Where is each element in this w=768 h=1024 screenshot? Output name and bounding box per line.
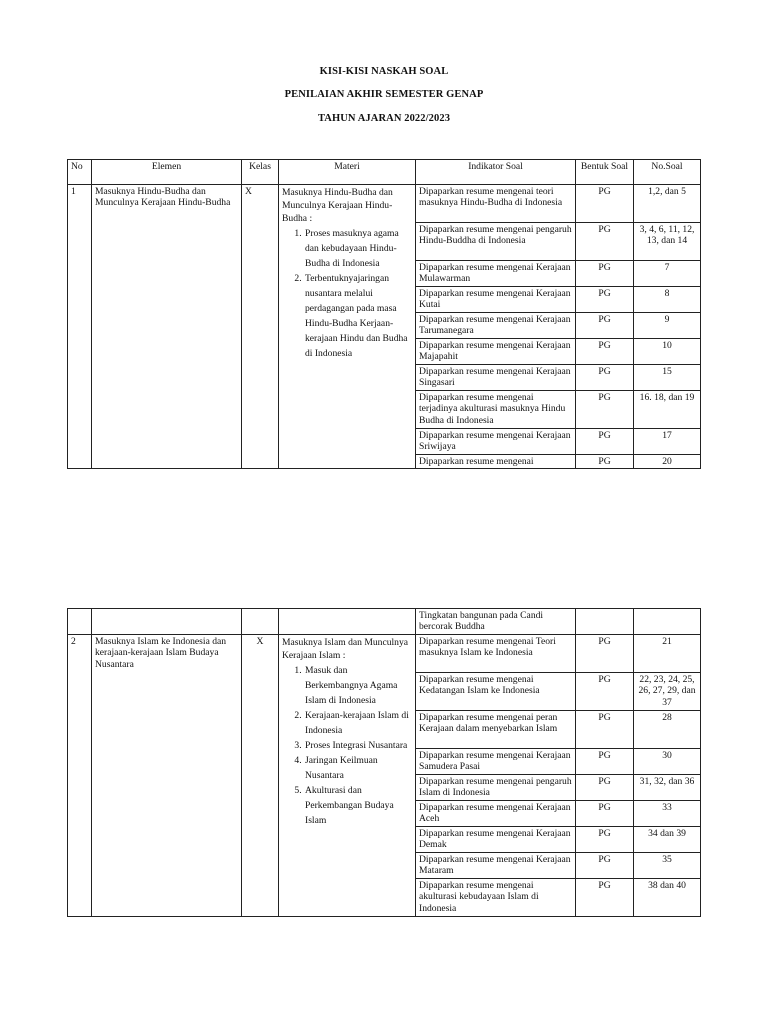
table-row [68,634,701,672]
kisi-kisi-table-page-1 [67,159,701,469]
materi-cell [279,634,416,916]
indikator-cell: Dipaparkan resume mengenai Kerajaan Singasari [416,365,576,391]
table-row [68,185,701,223]
nosoal-cell: 21 [634,634,701,672]
indikator-cell: Dipaparkan resume mengenai akulturasi kebudayaan Islam di Indonesia [416,878,576,916]
bentuk-cell: PG [576,365,634,391]
header-no-soal: No.Soal [634,160,701,185]
nosoal-cell: 16. 18, dan 19 [634,391,701,429]
indikator-cell: Dipaparkan resume mengenai Kerajaan Samudera Pasai [416,748,576,774]
header-no: No [68,160,92,185]
bentuk-cell: PG [576,223,634,261]
bentuk-cell: PG [576,634,634,672]
bentuk-cell: PG [576,878,634,916]
materi-item: 2. Terbentuknyajaringan nusantara melalui perdagangan pada masa Hindu-Budha Kerjaan-kerajaan Hindu dan Budha di Indonesia [304,271,412,361]
bentuk-cell: PG [576,826,634,852]
bentuk-cell: PG [576,339,634,365]
nosoal-cell: 30 [634,748,701,774]
bentuk-cell: PG [576,748,634,774]
indikator-cell: Dipaparkan resume mengenai Kerajaan Majapahit [416,339,576,365]
nosoal-cell: 38 dan 40 [634,878,701,916]
indikator-cell: Dipaparkan resume mengenai peran Kerajaan dalam menyebarkan Islam [416,710,576,748]
indikator-cell: Dipaparkan resume mengenai Teori masuknya Islam ke Indonesia [416,634,576,672]
indikator-cell: Dipaparkan resume mengenai [416,455,576,469]
header-indikator: Indikator Soal [416,160,576,185]
header-materi: Materi [279,160,416,185]
header-bentuk-soal: Bentuk Soal [576,160,634,185]
header-kelas: Kelas [242,160,279,185]
indikator-cell: Dipaparkan resume mengenai Kerajaan Mulawarman [416,261,576,287]
nosoal-cell: 1,2, dan 5 [634,185,701,223]
nosoal-cell: 10 [634,339,701,365]
materi-item: 1. Proses masuknya agama dan kebudayaan Hindu-Budha di Indonesia [304,226,412,271]
nosoal-cell: 22, 23, 24, 25, 26, 27, 29, dan 37 [634,672,701,710]
indikator-cell: Dipaparkan resume mengenai terjadinya akulturasi masuknya Hindu Budha di Indonesia [416,391,576,429]
elemen-cell: Masuknya Hindu-Budha dan Munculnya Kerajaan Hindu-Budha [92,185,242,469]
nosoal-cell: 31, 32, dan 36 [634,774,701,800]
bentuk-cell: PG [576,774,634,800]
section-number: 2 [68,634,92,916]
nosoal-cell: 35 [634,852,701,878]
indikator-cell: Dipaparkan resume mengenai Kerajaan Sriwijaya [416,429,576,455]
indikator-cell: Dipaparkan resume mengenai Kedatangan Islam ke Indonesia [416,672,576,710]
header-elemen: Elemen [92,160,242,185]
indikator-cell: Dipaparkan resume mengenai Kerajaan Kutai [416,287,576,313]
school-year: TAHUN AJARAN 2022/2023 [317,113,451,124]
indikator-cell: Tingkatan bangunan pada Candi bercorak Buddha [416,609,576,635]
bentuk-cell: PG [576,261,634,287]
indikator-cell: Dipaparkan resume mengenai Kerajaan Tarumanegara [416,313,576,339]
indikator-cell: Dipaparkan resume mengenai pengaruh Hindu-Buddha di Indonesia [416,223,576,261]
bentuk-cell: PG [576,429,634,455]
document-subtitle: PENILAIAN AKHIR SEMESTER GENAP [284,89,484,100]
document-title: KISI-KISI NASKAH SOAL [319,66,449,77]
materi-item: 5. Akulturasi dan Perkembangan Budaya Islam [304,783,412,828]
indikator-cell: Dipaparkan resume mengenai Kerajaan Mataram [416,852,576,878]
materi-item: 3. Proses Integrasi Nusantara [304,738,412,753]
nosoal-cell: 9 [634,313,701,339]
bentuk-cell: PG [576,672,634,710]
bentuk-cell: PG [576,313,634,339]
nosoal-cell: 20 [634,455,701,469]
materi-item: 1. Masuk dan Berkembangnya Agama Islam di Indonesia [304,663,412,708]
bentuk-cell: PG [576,455,634,469]
bentuk-cell: PG [576,852,634,878]
nosoal-cell: 34 dan 39 [634,826,701,852]
materi-intro: Masuknya Hindu-Budha dan Munculnya Kerajaan Hindu-Budha : [282,187,393,224]
bentuk-cell: PG [576,800,634,826]
indikator-cell: Dipaparkan resume mengenai pengaruh Islam di Indonesia [416,774,576,800]
materi-list [282,663,412,828]
materi-intro: Masuknya Islam dan Munculnya Kerajaan Islam : [282,636,409,661]
table-row [68,609,701,635]
bentuk-cell: PG [576,710,634,748]
indikator-cell: Dipaparkan resume mengenai Kerajaan Aceh [416,800,576,826]
indikator-cell: Dipaparkan resume mengenai Kerajaan Demak [416,826,576,852]
materi-list [282,226,412,361]
elemen-cell: Masuknya Islam ke Indonesia dan kerajaan-kerajaan Islam Budaya Nusantara [92,634,242,916]
nosoal-cell: 33 [634,800,701,826]
bentuk-cell: PG [576,391,634,429]
section-number: 1 [68,185,92,469]
nosoal-cell: 3, 4, 6, 11, 12, 13, dan 14 [634,223,701,261]
nosoal-cell: 7 [634,261,701,287]
indikator-cell: Dipaparkan resume mengenai teori masuknya Hindu-Budha di Indonesia [416,185,576,223]
materi-item: 4. Jaringan Keilmuan Nusantara [304,753,412,783]
nosoal-cell: 28 [634,710,701,748]
materi-item: 2. Kerajaan-kerajaan Islam di Indonesia [304,708,412,738]
kisi-kisi-table-page-2 [67,608,701,917]
nosoal-cell: 8 [634,287,701,313]
nosoal-cell: 15 [634,365,701,391]
header-row [68,160,701,185]
materi-cell [279,185,416,469]
bentuk-cell: PG [576,185,634,223]
nosoal-cell: 17 [634,429,701,455]
kelas-cell: X [242,185,279,469]
kelas-cell: X [242,634,279,916]
bentuk-cell: PG [576,287,634,313]
